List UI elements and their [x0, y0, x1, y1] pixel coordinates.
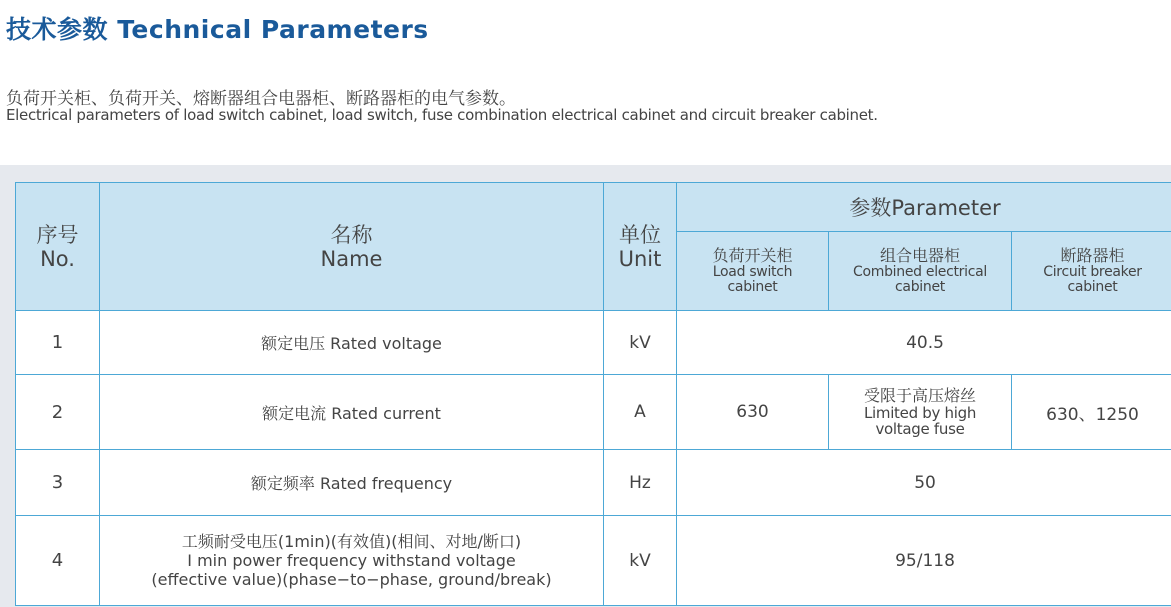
header-combined — [829, 232, 1012, 311]
header-breaker — [1012, 232, 1171, 311]
page-title: 技术参数 Technical Parameters — [6, 15, 429, 44]
table-row — [16, 450, 1171, 516]
row-name-line2: I min power frequency withstand voltage — [187, 551, 516, 570]
row-value-combined — [829, 375, 1012, 450]
header-unit-en: Unit — [618, 246, 662, 271]
header-no-en: No. — [40, 246, 75, 271]
header-unit — [604, 183, 677, 311]
header-no — [16, 183, 100, 311]
row-value: 40.5 — [677, 311, 1171, 375]
row-name — [100, 516, 604, 606]
header-name-en: Name — [320, 246, 383, 271]
header-no-cn: 序号 — [36, 222, 79, 247]
header-name-cn: 名称 — [330, 222, 373, 247]
header-name — [100, 183, 604, 311]
header-brk-en2: cabinet — [1067, 279, 1118, 295]
header-unit-cn: 单位 — [619, 222, 661, 247]
parameters-table — [15, 182, 1171, 606]
row-number: 2 — [16, 375, 100, 450]
row-name-line3: (effective value)(phase−to−phase, ground/break) — [151, 570, 552, 589]
row-number: 1 — [16, 311, 100, 375]
table-row — [16, 311, 1171, 375]
header-load-en2: cabinet — [727, 279, 778, 295]
combined-note-en2: voltage fuse — [875, 420, 965, 438]
row-value-breaker: 630、1250 — [1012, 375, 1171, 450]
row-name-line1: 工频耐受电压(1min)(有效值)(相间、对地/断口) — [181, 532, 522, 551]
row-name: 额定频率 Rated frequency — [100, 450, 604, 516]
header-comb-en1: Combined electrical — [853, 264, 987, 280]
header-comb-en2: cabinet — [895, 279, 945, 295]
subtitle-english: Electrical parameters of load switch cabinet, load switch, fuse combination electrical cabinet and circuit breaker cabinet. — [6, 106, 878, 124]
header-load-switch — [677, 232, 829, 311]
subtitle-chinese: 负荷开关柜、负荷开关、熔断器组合电器柜、断路器柜的电气参数。 — [6, 89, 516, 109]
row-unit: Hz — [604, 450, 677, 516]
row-unit: kV — [604, 516, 677, 606]
header-load-cn: 负荷开关柜 — [712, 246, 793, 265]
header-parameter: 参数Parameter — [677, 183, 1171, 232]
row-value: 95/118 — [677, 516, 1171, 606]
row-name: 额定电流 Rated current — [100, 375, 604, 450]
row-unit: A — [604, 375, 677, 450]
header-brk-cn: 断路器柜 — [1060, 246, 1125, 265]
combined-note-en1: Limited by high — [863, 404, 977, 422]
header-brk-en1: Circuit breaker — [1043, 264, 1142, 280]
table-row — [16, 375, 1171, 450]
row-number: 3 — [16, 450, 100, 516]
row-value-load-switch: 630 — [677, 375, 829, 450]
row-name: 额定电压 Rated voltage — [100, 311, 604, 375]
header-load-en1: Load switch — [712, 264, 793, 280]
row-value: 50 — [677, 450, 1171, 516]
table-row — [16, 516, 1171, 606]
combined-note-cn: 受限于高压熔丝 — [863, 386, 976, 405]
row-number: 4 — [16, 516, 100, 606]
header-comb-cn: 组合电器柜 — [879, 246, 960, 265]
row-unit: kV — [604, 311, 677, 375]
